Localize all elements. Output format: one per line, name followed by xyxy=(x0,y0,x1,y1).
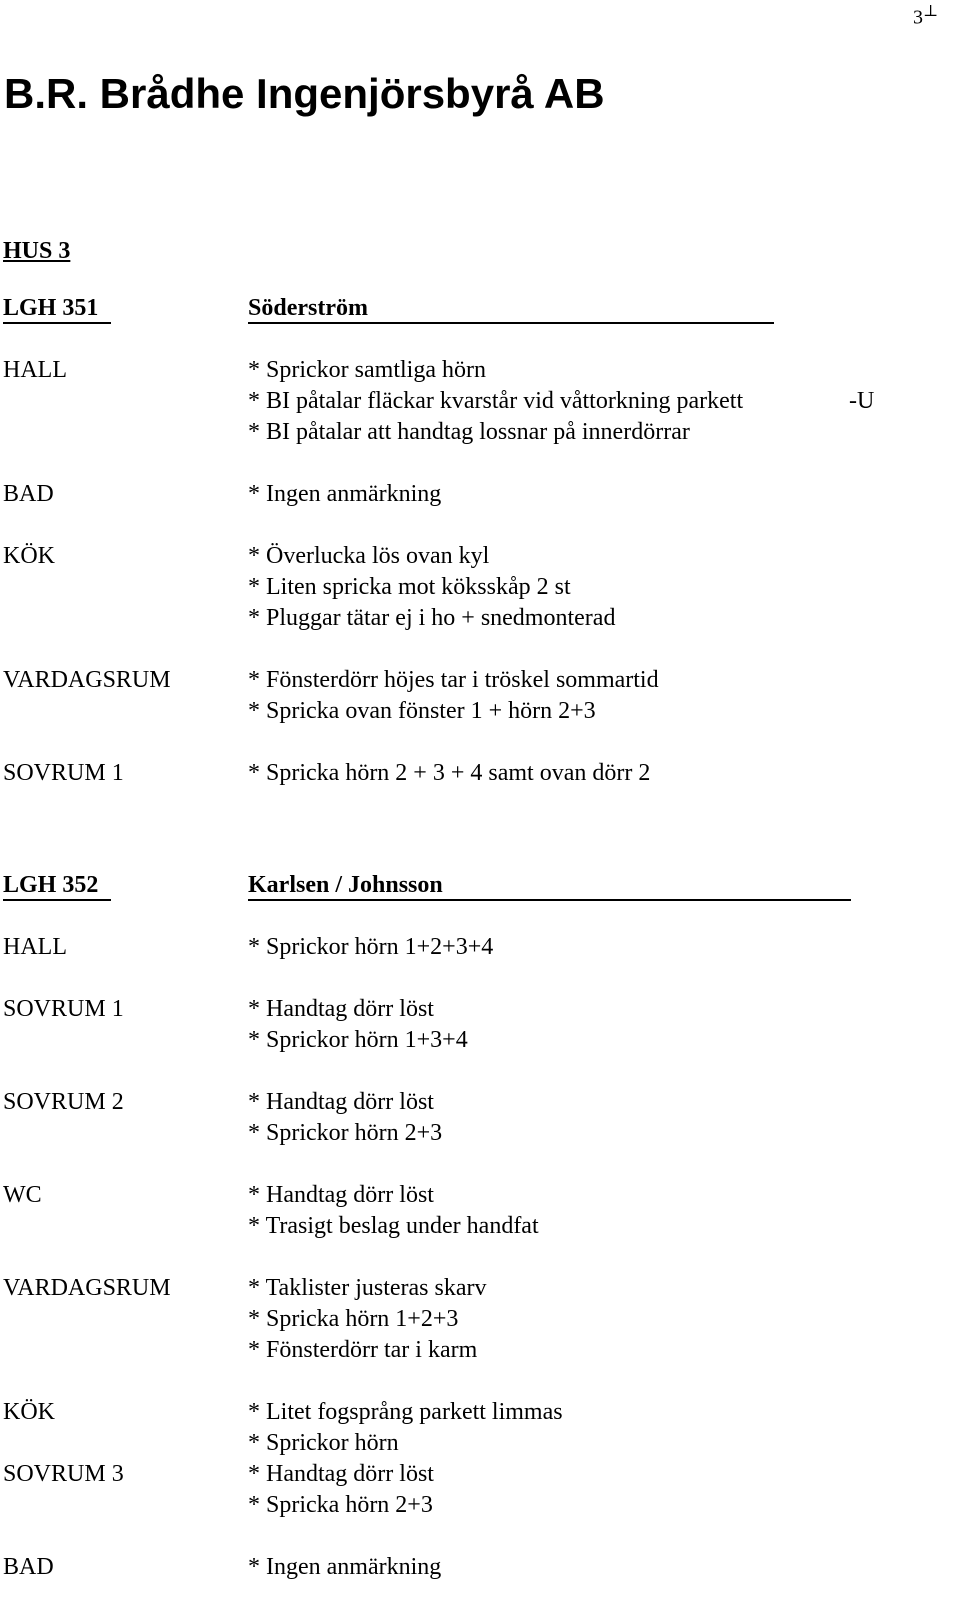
room-name: SOVRUM 2 xyxy=(3,1089,124,1115)
remark-item: * Ingen anmärkning xyxy=(248,1554,442,1580)
remark-list xyxy=(3,1397,903,1459)
remark-list xyxy=(3,758,903,789)
room-sovrum-2 xyxy=(3,1087,903,1149)
room-bad xyxy=(3,479,903,510)
remark-item: * Sprickor samtliga hörn xyxy=(248,357,486,383)
room-name: SOVRUM 1 xyxy=(3,996,124,1022)
apartment-owner: Söderström xyxy=(248,293,774,324)
room-vardagsrum xyxy=(3,665,903,727)
page-number-value: 3 xyxy=(912,6,923,29)
room-vardagsrum xyxy=(3,1273,903,1366)
remark-list xyxy=(3,1180,903,1242)
room-name: HALL xyxy=(3,357,67,383)
remark-item: * Handtag dörr löst xyxy=(248,1089,434,1115)
remark-item: * Sprickor hörn 2+3 xyxy=(248,1120,443,1146)
room-name: VARDAGSRUM xyxy=(3,1275,171,1301)
remark-item: * Fönsterdörr höjes tar i tröskel sommartid xyxy=(248,667,659,693)
remark-item: * Spricka hörn 2+3 xyxy=(248,1492,433,1518)
remark-item: * Sprickor hörn 1+3+4 xyxy=(248,1027,468,1053)
remark-item: * Liten spricka mot köksskåp 2 st xyxy=(248,574,571,600)
remark-item: * Spricka hörn 2 + 3 + 4 samt ovan dörr 2 xyxy=(248,760,651,786)
apartment-id: LGH 352 xyxy=(3,870,111,901)
room-sovrum-1 xyxy=(3,994,903,1056)
room-name: BAD xyxy=(3,481,54,507)
remark-item: * Pluggar tätar ej i ho + snedmonterad xyxy=(248,605,616,631)
remark-item: * Överlucka lös ovan kyl xyxy=(248,543,490,569)
remark-list xyxy=(3,1552,903,1583)
remark-item: * Trasigt beslag under handfat xyxy=(248,1213,539,1239)
room-hall xyxy=(3,355,903,448)
room-sovrum-1 xyxy=(3,758,903,789)
room-kok xyxy=(3,541,903,634)
apartment-352 xyxy=(3,870,903,1583)
margin-note: -U xyxy=(849,388,875,414)
room-name: KÖK xyxy=(3,543,55,569)
remark-item: * Sprickor hörn 1+2+3+4 xyxy=(248,934,494,960)
room-name: HALL xyxy=(3,934,67,960)
remark-item: * Fönsterdörr tar i karm xyxy=(248,1337,478,1363)
page-number xyxy=(913,0,938,30)
room-wc xyxy=(3,1180,903,1242)
room-hall xyxy=(3,932,903,963)
apartment-id: LGH 351 xyxy=(3,293,111,324)
house-heading: HUS 3 xyxy=(3,238,71,264)
remark-item: * Ingen anmärkning xyxy=(248,481,442,507)
remark-list xyxy=(3,1087,903,1149)
room-name: BAD xyxy=(3,1554,54,1580)
remark-list xyxy=(3,994,903,1056)
room-sovrum-3 xyxy=(3,1459,903,1521)
remark-item: * Spricka ovan fönster 1 + hörn 2+3 xyxy=(248,698,596,724)
remark-item: * Taklister justeras skarv xyxy=(248,1275,487,1301)
room-name: WC xyxy=(3,1182,42,1208)
remark-list xyxy=(3,541,903,634)
remark-text: * BI påtalar fläckar kvarstår vid våttorkning parkett xyxy=(248,388,744,414)
remark-list xyxy=(3,932,903,963)
remark-item xyxy=(248,386,903,417)
room-name: SOVRUM 3 xyxy=(3,1461,124,1487)
remark-item: * Handtag dörr löst xyxy=(248,1182,434,1208)
apartment-owner: Karlsen / Johnsson xyxy=(248,870,851,901)
page-number-mark: ⊥ xyxy=(922,3,938,20)
remark-list xyxy=(3,355,903,448)
room-bad xyxy=(3,1552,903,1583)
room-kok xyxy=(3,1397,903,1459)
remark-item: * Litet fogsprång parkett limmas xyxy=(248,1399,563,1425)
room-name: KÖK xyxy=(3,1399,55,1425)
remark-item: * BI påtalar att handtag lossnar på innerdörrar xyxy=(248,419,690,445)
apartment-header xyxy=(3,870,903,901)
remark-item: * Handtag dörr löst xyxy=(248,1461,434,1487)
room-name: VARDAGSRUM xyxy=(3,667,171,693)
remark-list xyxy=(3,1459,903,1521)
company-name: B.R. Brådhe Ingenjörsbyrå AB xyxy=(4,70,605,117)
apartment-351 xyxy=(3,293,903,789)
remark-list xyxy=(3,479,903,510)
remark-item: * Handtag dörr löst xyxy=(248,996,434,1022)
remark-item: * Spricka hörn 1+2+3 xyxy=(248,1306,459,1332)
room-name: SOVRUM 1 xyxy=(3,760,124,786)
remark-item: * Sprickor hörn xyxy=(248,1430,399,1456)
apartment-header xyxy=(3,293,903,324)
